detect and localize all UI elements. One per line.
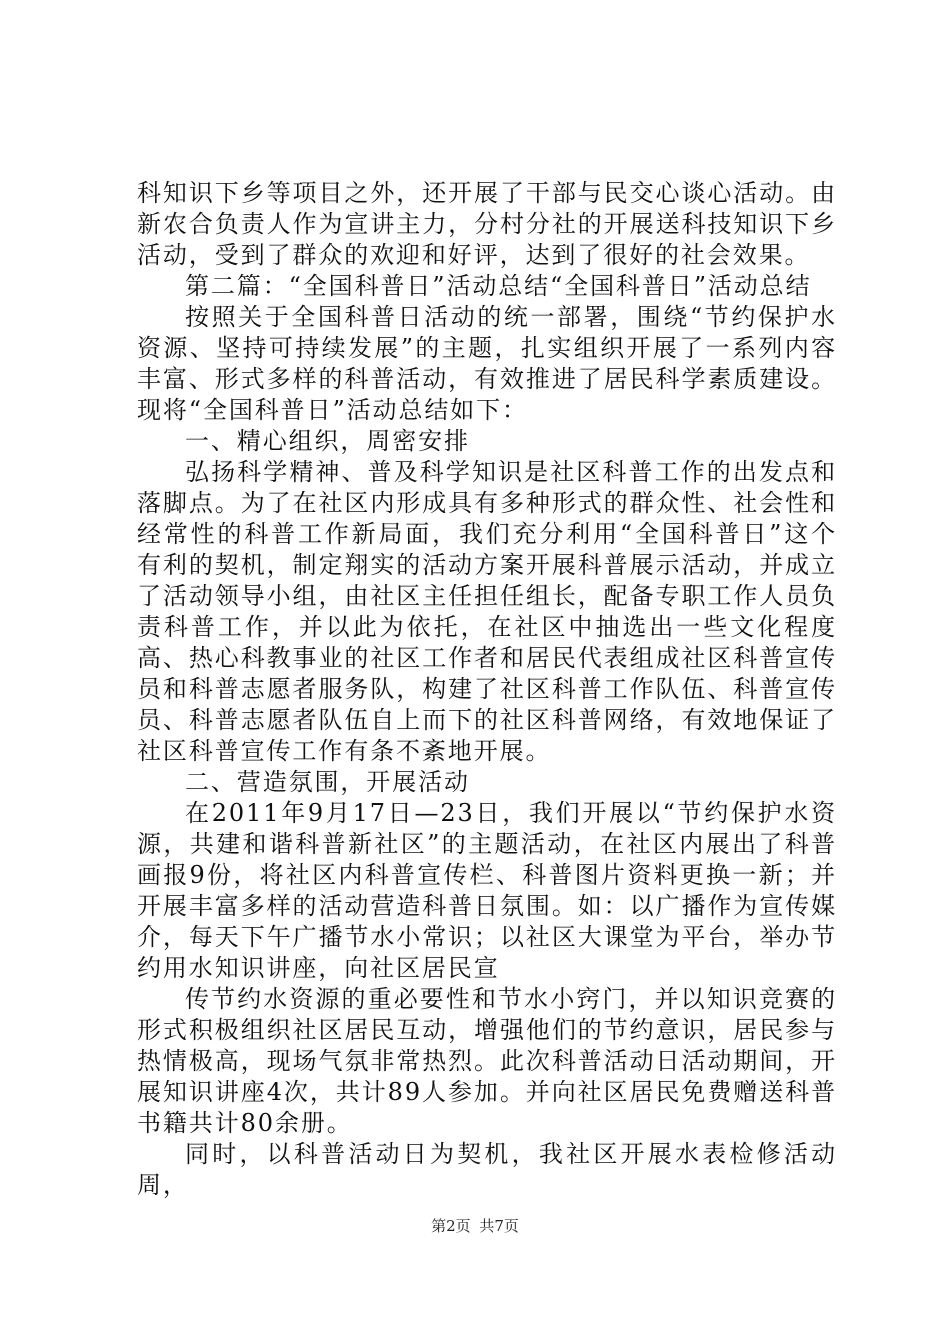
heading-one: 一、精心组织，周密安排 <box>185 427 470 455</box>
page-footer <box>0 1216 950 1236</box>
section-title: 第二篇：“全国科普日”活动总结“全国科普日”活动总结 <box>185 272 812 300</box>
paragraph-lectures: 传节约水资源的重必要性和节水小窍门，并以知识竞赛的形式积极组织社区居民互动，增强他们的节约意识，居民参与热情极高，现场气氛非常热烈。此次科普活动日活动期间，开展知识讲座4次，共计89人参加。并向社区居民免费赠送科普书籍共计80余册。 <box>137 985 837 1137</box>
paragraph-continuation: 科知识下乡等项目之外，还开展了干部与民交心谈心活动。由新农合负责人作为宣讲主力，分村分社的开展送科技知识下乡活动，受到了群众的欢迎和好评，达到了很好的社会效果。 <box>137 179 837 269</box>
paragraph-organization: 弘扬科学精神、普及科学知识是社区科普工作的出发点和落脚点。为了在社区内形成具有多种形式的群众性、社会性和经常性的科普工作新局面，我们充分利用“全国科普日”这个有利的契机，制定翔实的活动方案开展科普展示活动，并成立了活动领导小组，由社区主任担任组长，配备专职工作人员负责科普工作，并以此为依托，在社区中抽选出一些文化程度高、热心科教事业的社区工作者和居民代表组成社区科普宣传员和科普志愿者服务队，构建了社区科普工作队伍、科普宣传员、科普志愿者队伍自上而下的社区科普网络，有效地保证了社区科普宣传工作有条不紊地开展。 <box>137 458 837 765</box>
paragraph-intro: 按照关于全国科普日活动的统一部署，围绕“节约保护水资源、坚持可持续发展”的主题，扎实组织开展了一系列内容丰富、形式多样的科普活动，有效推进了居民科学素质建设。现将“全国科普日”活动总结如下： <box>137 303 837 424</box>
page-number: 第2页 <box>431 1217 471 1235</box>
heading-two: 二、营造氛围，开展活动 <box>185 768 470 796</box>
document-body <box>137 178 837 1201</box>
paragraph-meter-week: 同时，以科普活动日为契机，我社区开展水表检修活动周， <box>137 1140 837 1199</box>
paragraph-activities: 在2011年9月17日—23日，我们开展以“节约保护水资源，共建和谐科普新社区”的主题活动，在社区内展出了科普画报9份，将社区内科普宣传栏、科普图片资料更换一新；并开展丰富多样的活动营造科普日氛围。如：以广播作为宣传媒介，每天下午广播节水小常识；以社区大课堂为平台，举办节约用水知识讲座，向社区居民宣 <box>137 799 837 982</box>
page-total: 共7页 <box>479 1217 519 1235</box>
